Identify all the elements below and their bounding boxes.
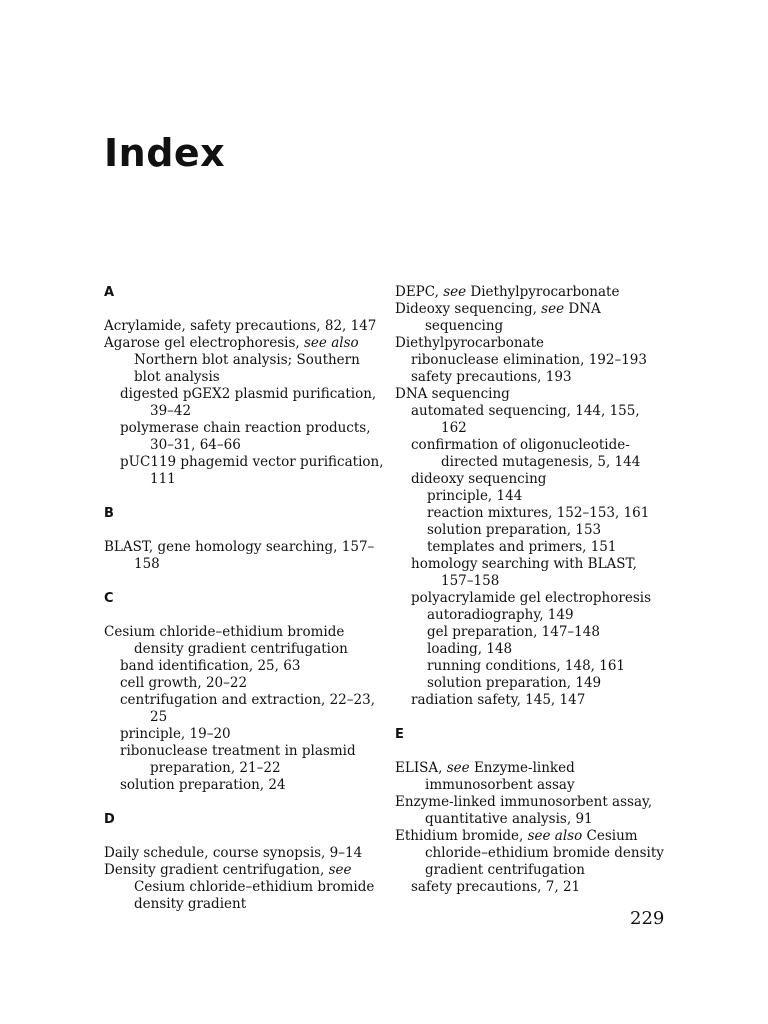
index-subentry: digested pGEX2 plasmid purification, 39–42 xyxy=(120,386,377,419)
index-subentry: pUC119 phagemid vector purification, 111 xyxy=(120,454,384,487)
index-subsubentry: autoradiography, 149 xyxy=(427,607,574,623)
page-title: Index xyxy=(104,131,226,175)
index-subentry: confirmation of oligonucleotide-directed mutagenesis, 5, 144 xyxy=(411,437,641,470)
index-entry: DEPC, see Diethylpyrocarbonate xyxy=(395,284,620,300)
index-subsubentry: loading, 148 xyxy=(427,641,513,657)
index-column-left xyxy=(104,284,389,913)
index-entry: Ethidium bromide, see also Cesium chloride–ethidium bromide density gradient centrifugation xyxy=(395,828,664,878)
index-entry: BLAST, gene homology searching, 157–158 xyxy=(104,539,375,572)
section-letter-a: A xyxy=(104,285,115,300)
index-entry: Dideoxy sequencing, see DNA sequencing xyxy=(395,301,601,334)
index-entry: Density gradient centrifugation, see Cesium chloride–ethidium bromide density gradient xyxy=(104,862,375,912)
index-subentry: polyacrylamide gel electrophoresis xyxy=(411,590,651,606)
index-entry: Acrylamide, safety precautions, 82, 147 xyxy=(104,318,377,334)
index-subsubentry: running conditions, 148, 161 xyxy=(427,658,626,674)
index-subentry: centrifugation and extraction, 22–23, 25 xyxy=(120,692,375,725)
index-subentry: principle, 19–20 xyxy=(120,726,231,742)
index-entry: ELISA, see Enzyme-linked immunosorbent assay xyxy=(395,760,575,793)
index-subentry: band identification, 25, 63 xyxy=(120,658,301,674)
index-entry: Daily schedule, course synopsis, 9–14 xyxy=(104,845,363,861)
index-subentry: ribonuclease elimination, 192–193 xyxy=(411,352,647,368)
index-entry: Enzyme-linked immunosorbent assay, quantitative analysis, 91 xyxy=(395,794,653,827)
index-subsubentry: principle, 144 xyxy=(427,488,523,504)
index-entry: Cesium chloride–ethidium bromide density gradient centrifugation xyxy=(104,624,348,657)
index-subentry: dideoxy sequencing xyxy=(411,471,547,487)
index-subentry: automated sequencing, 144, 155, 162 xyxy=(411,403,640,436)
index-subentry: safety precautions, 7, 21 xyxy=(411,879,581,895)
index-subentry: safety precautions, 193 xyxy=(411,369,572,385)
index-subsubentry: reaction mixtures, 152–153, 161 xyxy=(427,505,650,521)
page-number: 229 xyxy=(630,908,665,929)
index-entry: Diethylpyrocarbonate xyxy=(395,335,545,351)
index-subsubentry: templates and primers, 151 xyxy=(427,539,617,555)
index-subentry: homology searching with BLAST, 157–158 xyxy=(411,556,637,589)
index-column-right xyxy=(395,284,665,896)
index-subentry: radiation safety, 145, 147 xyxy=(411,692,586,708)
section-letter-e: E xyxy=(395,727,404,742)
index-subentry: polymerase chain reaction products, 30–31, 64–66 xyxy=(120,420,371,453)
section-letter-b: B xyxy=(104,506,114,521)
section-letter-d: D xyxy=(104,812,115,827)
index-subentry: ribonuclease treatment in plasmid preparation, 21–22 xyxy=(120,743,356,776)
index-subsubentry: solution preparation, 149 xyxy=(427,675,602,691)
index-subsubentry: solution preparation, 153 xyxy=(427,522,602,538)
index-subentry: cell growth, 20–22 xyxy=(120,675,248,691)
index-subentry: solution preparation, 24 xyxy=(120,777,286,793)
section-letter-c: C xyxy=(104,591,114,606)
index-entry: DNA sequencing xyxy=(395,386,510,402)
index-entry: Agarose gel electrophoresis, see also Northern blot analysis; Southern blot analysis xyxy=(104,335,360,385)
index-subsubentry: gel preparation, 147–148 xyxy=(427,624,600,640)
